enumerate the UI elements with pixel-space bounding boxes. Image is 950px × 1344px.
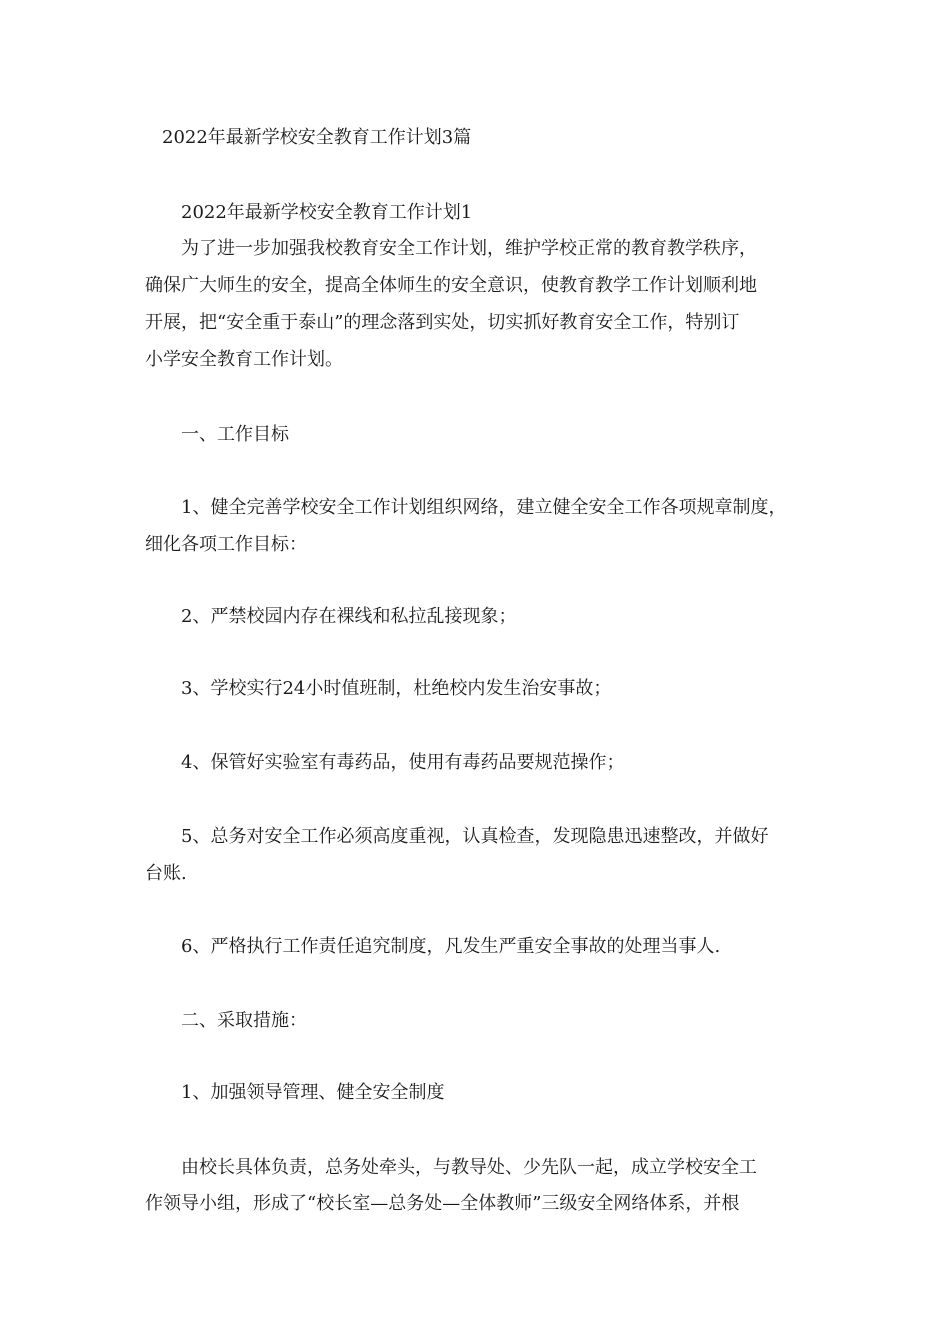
paragraph-line: 作领导小组，形成了“校长室—总务处—全体教师”三级安全网络体系，并根 (145, 1193, 740, 1214)
goal-item-1-cont: 细化各项工作目标： (145, 534, 307, 555)
document-title: 2022年最新学校安全教育工作计划3篇 (162, 127, 472, 148)
paragraph-line: 小学安全教育工作计划。 (145, 349, 343, 370)
section-heading: 一、工作目标 (181, 424, 289, 445)
goal-item-6: 6、严格执行工作责任追究制度，凡发生严重安全事故的处理当事人. (181, 936, 721, 957)
paragraph-line: 开展，把“安全重于泰山”的理念落到实处，切实抓好教育安全工作，特别订 (145, 312, 740, 333)
goal-item-5-cont: 台账. (145, 863, 187, 884)
paragraph-line: 确保广大师生的安全，提高全体师生的安全意识，使教育教学工作计划顺利地 (145, 275, 757, 296)
paragraph-line: 由校长具体负责，总务处牵头，与教导处、少先队一起，成立学校安全工 (181, 1157, 757, 1178)
goal-item-4: 4、保管好实验室有毒药品，使用有毒药品要规范操作； (181, 752, 625, 773)
paragraph-line: 为了进一步加强我校教育安全工作计划，维护学校正常的教育教学秩序， (181, 238, 757, 259)
document-subtitle: 2022年最新学校安全教育工作计划1 (181, 202, 473, 223)
goal-item-1: 1、健全完善学校安全工作计划组织网络，建立健全安全工作各项规章制度， (181, 497, 787, 518)
goal-item-2: 2、严禁校园内存在裸线和私拉乱接现象； (181, 606, 517, 627)
measure-heading: 1、加强领导管理、健全安全制度 (181, 1082, 445, 1103)
goal-item-3: 3、学校实行24小时值班制，杜绝校内发生治安事故； (181, 678, 612, 699)
goal-item-5: 5、总务对安全工作必须高度重视，认真检查，发现隐患迅速整改，并做好 (181, 826, 769, 847)
section-heading: 二、采取措施： (181, 1010, 307, 1031)
